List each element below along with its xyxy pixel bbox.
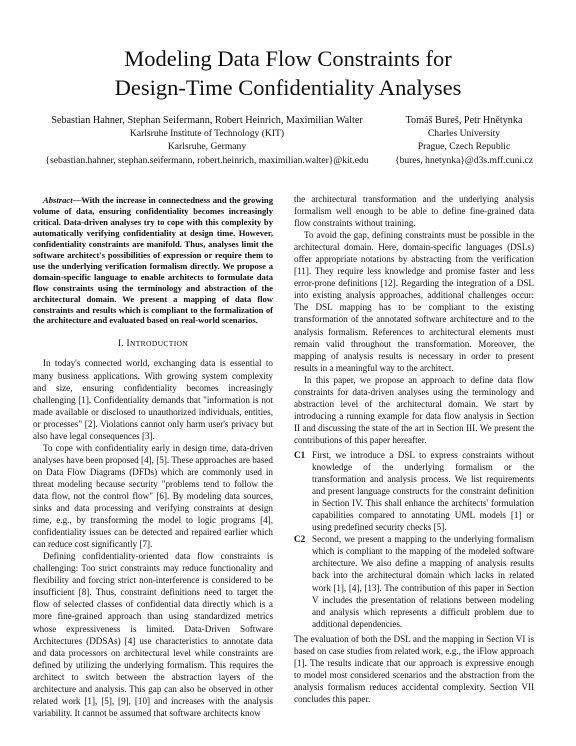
contribution-label: C1 [294, 449, 306, 460]
author-block-charles [378, 114, 550, 167]
title-line-1: Modeling Data Flow Constraints for [124, 46, 452, 71]
author-names: Sebastian Hahner, Stephan Seifermann, Robert Heinrich, Maximilian Walter [51, 115, 363, 126]
author-location: Prague, Czech Republic [417, 141, 511, 153]
paragraph: the architectural transformation and the underlying analysis formalism well enough to be able to define fine-grained data flow constraints without training. [294, 194, 534, 229]
paragraph: To cope with confidentiality early in design time, data-driven analyses have been proposed [4], [5]. These approaches are based on Data Flow Diagrams (DFDs) which are commonly used in threat modeling because security "problems tend to follow the data flow, not the control flow" [6]. By modeling data sources, sinks and data processing and verifying constraints at design time, e.g., by transforming the model to logic programs [4], confidentiality issues can be detected and repaired earlier which can reduce cost significantly [7]. [33, 442, 273, 550]
author-affiliation: Charles University [427, 128, 501, 140]
section-title-rest: NTRODUCTION [129, 339, 189, 349]
abstract-label: Abstract [43, 195, 73, 205]
author-email: {bures, hnetynka}@d3s.mff.cuni.cz [394, 154, 534, 166]
author-block-kit [22, 114, 392, 167]
contribution-list [294, 449, 534, 630]
section-title-initial: I [126, 339, 130, 350]
abstract [33, 195, 273, 326]
paragraph: Defining confidentiality-oriented data flow constraints is challenging: Too strict constraints may reduce functionality and flexibility and forcing strict non-interference is considered to be insufficient [8]. Thus, constraint definitions need to target the flow of selected classes of confidential data directly which is a more fine-grained approach than using standardized metrics whose expressiveness is limited. Data-Driven Software Architectures (DDSAs) [4] use characteristics to annotate data and data processors on architectural level while constraints are defined by utilizing the underlying formalism. This requires the architect to switch between the abstraction layers of the architecture and analysis. This gap can also be observed in other related work [1], [5], [9], [10] and increases with the analysis variability. It cannot be assumed that software architects know [33, 551, 273, 718]
contribution-text: First, we introduce a DSL to express constraints without knowledge of the underlying formalism or the transformation and analysis process. We list requirements and present language constructs for the constraint definition in Section IV. This shall enhance the architects' formulation capabilities compared to annotating UML models [1] or using predefined security checks [5]. [312, 449, 534, 533]
author-email: {sebastian.hahner, stephan.seifermann, robert.heinrich, maximilian.walter}@kit.edu [45, 154, 369, 166]
author-location: Karlsruhe, Germany [167, 141, 247, 153]
paragraph: In this paper, we propose an approach to define data flow constraints for data-driven analyses using the terminology and abstraction level of the architectural domain. We start by introducing a running example for data flow analysis in Section II and discussing the state of the art in Section III. We present the contributions of this paper hereafter. [294, 374, 534, 445]
section-number: I. [117, 339, 127, 350]
contribution-label: C2 [294, 534, 306, 545]
left-column [33, 195, 273, 719]
paragraph: The evaluation of both the DSL and the mapping in Section VI is based on case studies from related work, e.g., the iFlow approach [1]. The results indicate that our approach is expressive enough to model most considered scenarios and the abstraction from the analysis formalism reduces accidental complexity. Section VII concludes this paper. [294, 633, 534, 704]
paper-title [0, 44, 576, 102]
section-heading-introduction [33, 338, 273, 350]
right-column [294, 193, 534, 705]
paragraph: In today's connected world, exchanging data is essential to many business applications. With growing system complexity and size, ensuring confidentiality becomes increasingly challenging [1]. Confidentiality demands that "information is not made available or disclosed to unauthorized individuals, entities, or processes" [2]. Violations cannot only harm user's privacy but also have legal consequences [3]. [33, 358, 273, 441]
contribution-item [294, 533, 534, 629]
abstract-text: —With the increase in connectedness and the growing volume of data, ensuring confidentiality becomes increasingly critical. Data-driven analyses try to cope with this complexity by automatically verifying confidentiality at design time. However, confidentiality constraints are manifold. Thus, analyses limit the software architect's possibilities of expression or require them to use the underlying verification formalism directly. We propose a domain-specific language to enable architects to formulate data flow constraints using the terminology and abstraction of the architectural domain. We present a mapping of data flow constraints and results which is compliant to the formalization of the architecture and evaluated based on real-world scenarios. [33, 195, 273, 326]
contribution-item [294, 449, 534, 533]
author-names: Tomáš Bureš, Petr Hnětynka [405, 115, 523, 126]
contribution-text: Second, we present a mapping to the underlying formalism which is compliant to the mapping of the modeled software architecture. We also define a mapping of analysis results back into the architectural domain which lacks in related work [1], [4], [13]. The contribution of this paper in Section V includes the presentation of relations between modeling and analysis which represents a difficult problem due to additional dependencies. [312, 534, 534, 629]
author-affiliation: Karlsruhe Institute of Technology (KIT) [129, 128, 285, 140]
paragraph: To avoid the gap, defining constraints must be possible in the architectural domain. Here, domain-specific languages (DSLs) offer appropriate notations by abstracting from the verification [11]. They require less knowledge and promise faster and less error-prone definitions [12]. Regarding the integration of a DSL into existing analysis approaches, additional challenges occur: The DSL mapping has to be compliant to the existing transformation of the annotated software architecture and to the analysis formalism. References to architectural elements must remain valid throughout the transformation. Moreover, the mapping of analysis results is necessary in order to present results in a meaningful way to the architect. [294, 230, 534, 373]
title-line-2: Design-Time Confidentiality Analyses [114, 75, 462, 100]
